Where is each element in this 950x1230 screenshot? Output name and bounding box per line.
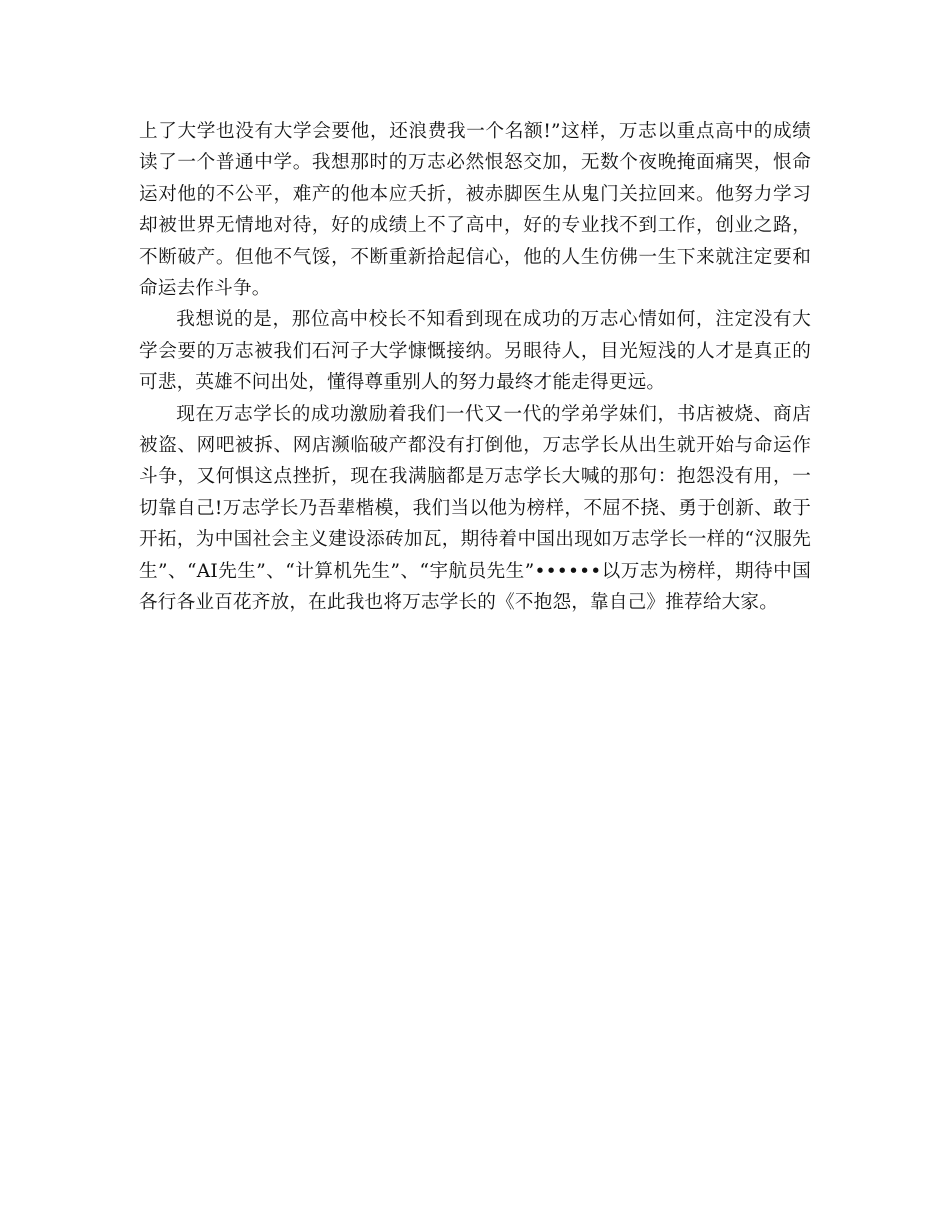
paragraph-continuation: 上了大学也没有大学会要他，还浪费我一个名额!”这样，万志以重点高中的成绩读了一个普通中学。我想那时的万志必然恨怒交加，无数个夜晚掩面痛哭，恨命运对他的不公平，难产的他本应夭折，被赤脚医生从鬼门关拉回来。他努力学习却被世界无情地对待，好的成绩上不了高中，好的专业找不到工作，创业之路，不断破产。但他不气馁，不断重新拾起信心，他的人生仿佛一生下来就注定要和命运去作斗争。 <box>139 121 811 300</box>
paragraph-principal-reflection: 我想说的是，那位高中校长不知看到现在成功的万志心情如何，注定没有大学会要的万志被我们石河子大学慷慨接纳。另眼待人，目光短浅的人才是真正的可悲，英雄不问出处，懂得尊重别人的努力最终才能走得更远。 <box>139 309 811 394</box>
paragraph-role-model: 现在万志学长的成功激励着我们一代又一代的学弟学妹们，书店被烧、商店被盗、网吧被拆、网店濒临破产都没有打倒他，万志学长从出生就开始与命运作斗争，又何惧这点挫折，现在我满脑都是万志学长大喊的那句：抱怨没有用，一切靠自己!万志学长乃吾辈楷模，我们当以他为榜样，不屈不挠、勇于创新、敢于开拓，为中国社会主义建设添砖加瓦，期待着中国出现如万志学长一样的“汉服先生”、“AI先生”、“计算机先生”、“宇航员先生”••••••以万志为榜样，期待中国各行各业百花齐放，在此我也将万志学长的《不抱怨，靠自己》推荐给大家。 <box>139 403 811 614</box>
document-body <box>139 116 811 619</box>
